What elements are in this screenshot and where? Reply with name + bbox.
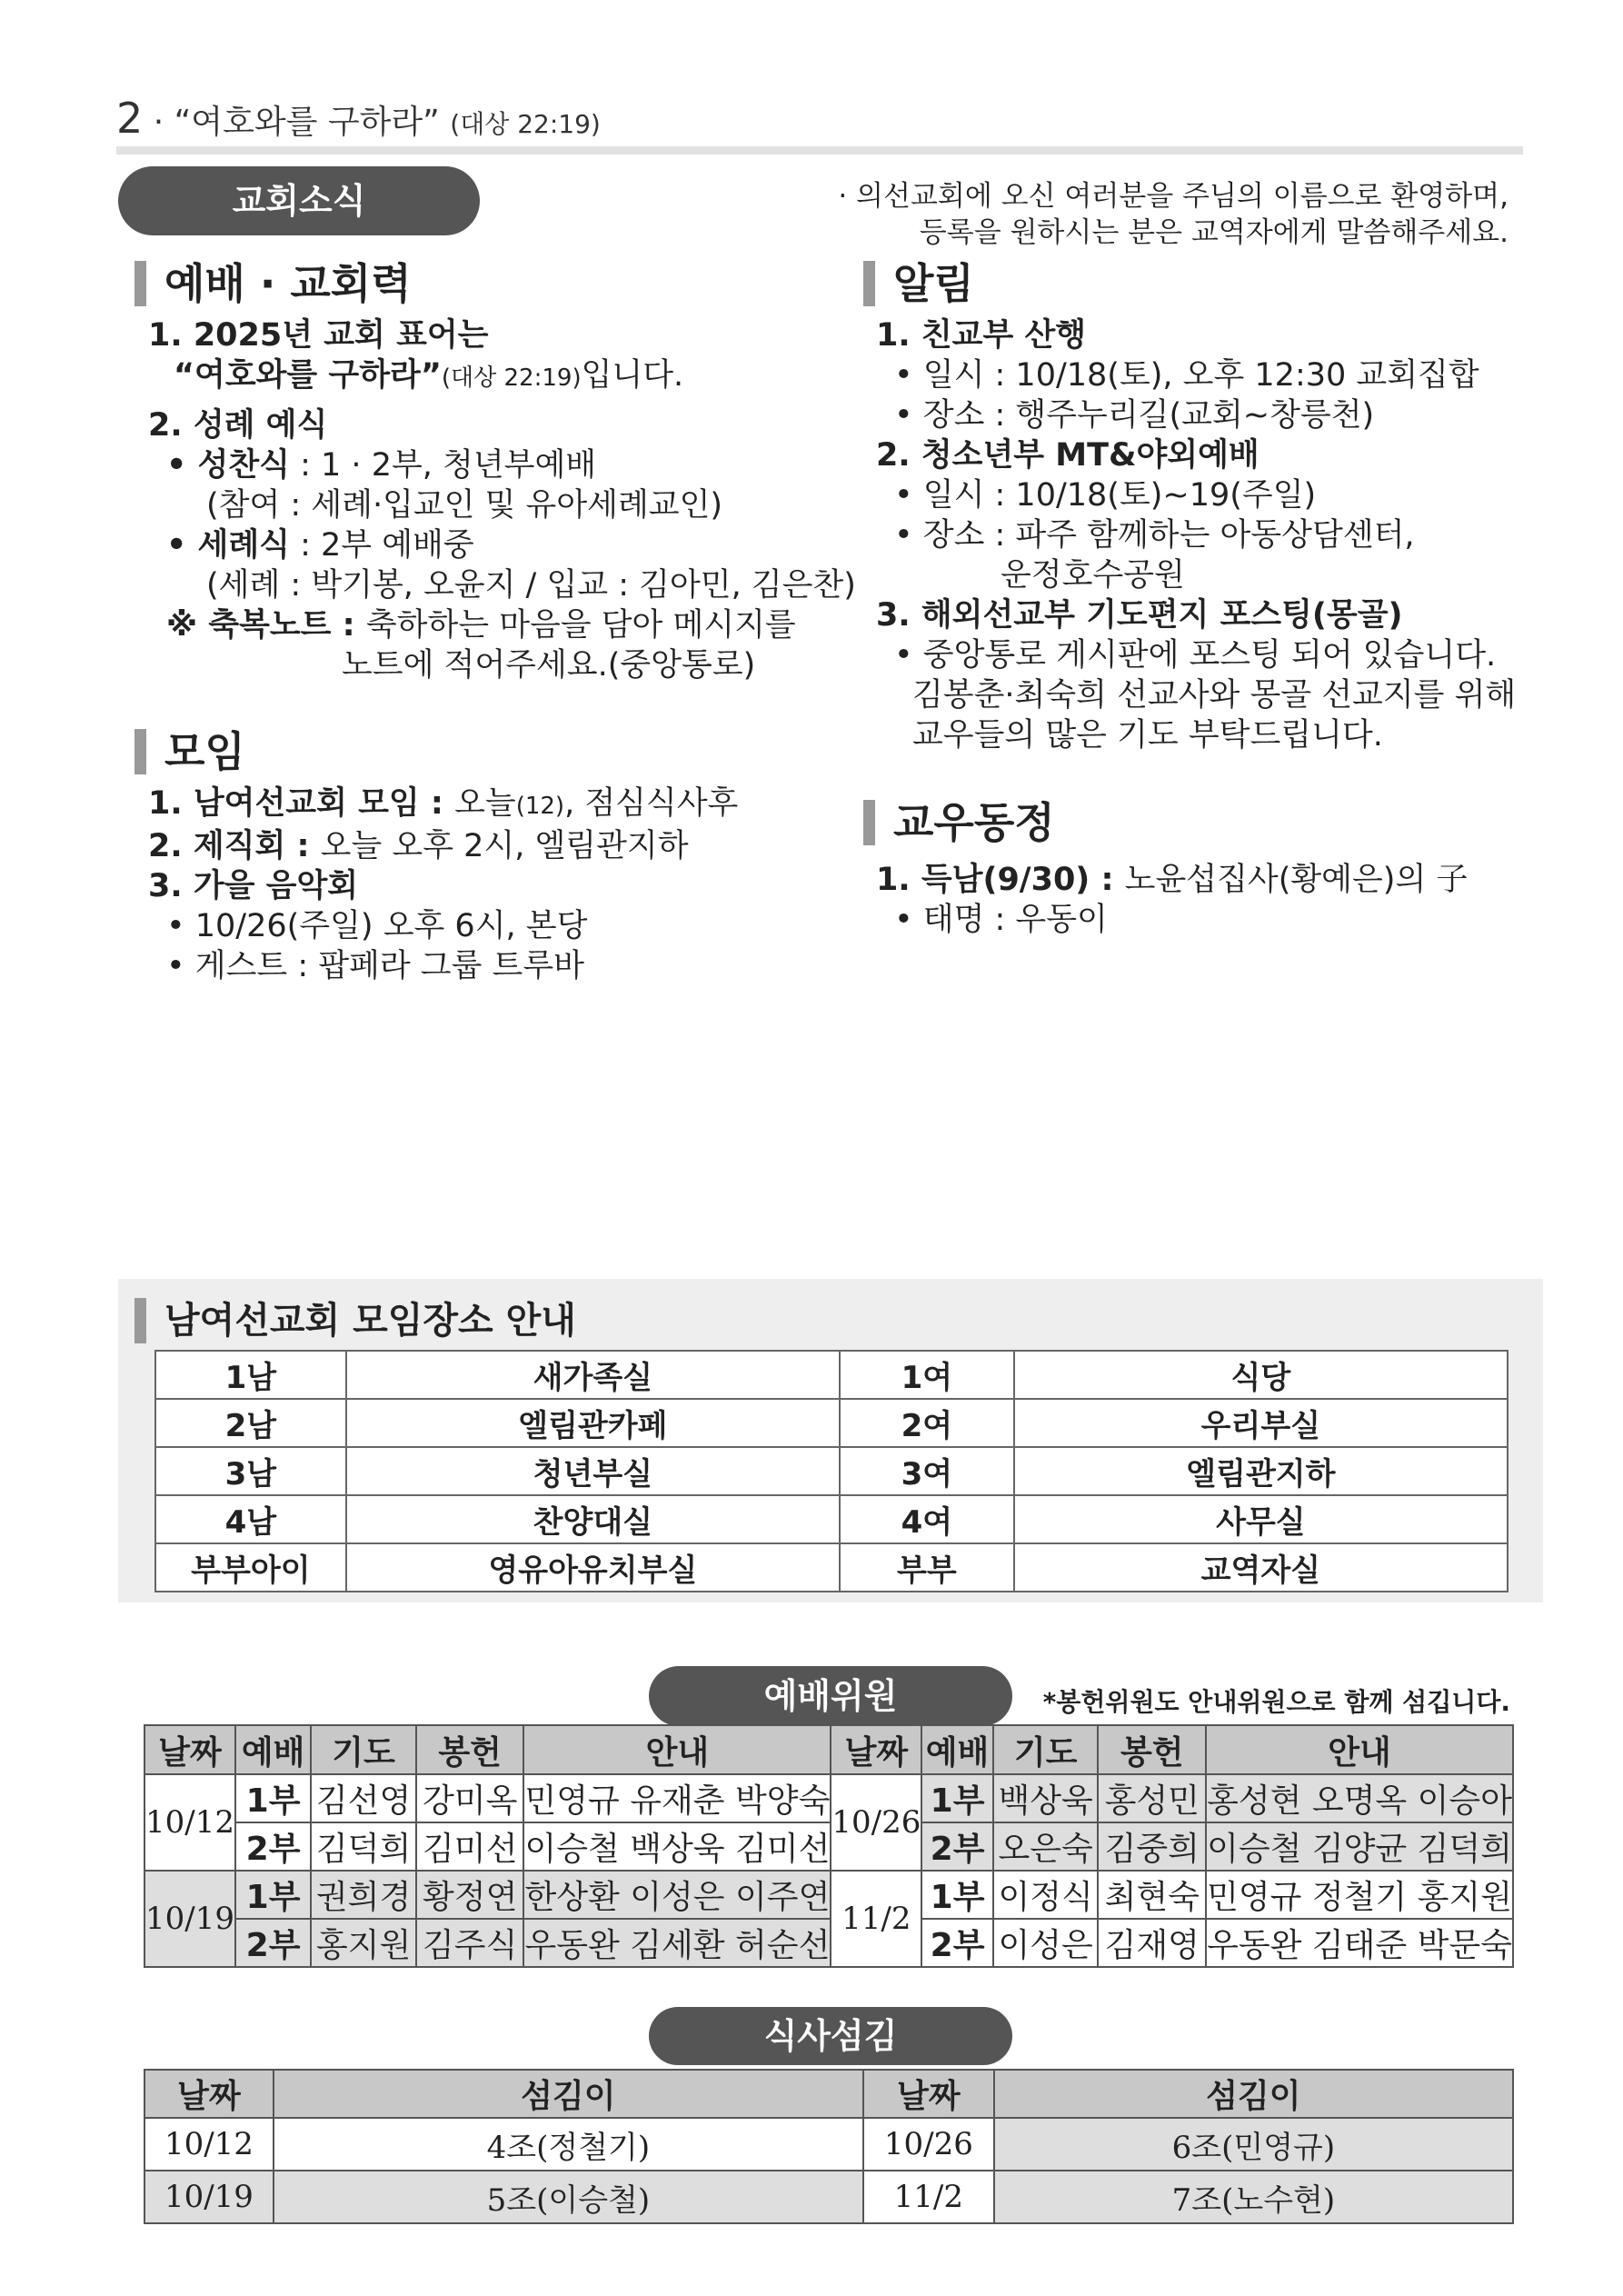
- baptism-label: • 세례식: [166, 527, 290, 564]
- notice-item-2: 2. 청소년부 MT&야외예배: [876, 437, 1260, 474]
- member-news-section: [876, 860, 1468, 940]
- welcome-line-1: · 의선교회에 오신 여러분을 주님의 이름으로 환영하며,: [838, 180, 1508, 213]
- worship-date: 10/26: [831, 1774, 921, 1871]
- service-slot: 2부: [921, 1919, 992, 1967]
- location-male-room: 새가족실: [346, 1351, 840, 1399]
- usher-members: 우동완 김세환 허순선: [523, 1919, 831, 1967]
- meeting-item-3: 3. 가을 음악회: [148, 868, 359, 904]
- service-slot: 2부: [235, 1919, 311, 1967]
- section-title-worship: 예배 · 교회력: [134, 261, 412, 306]
- location-female-group: 2여: [840, 1399, 1014, 1447]
- location-female-room: 우리부실: [1014, 1399, 1508, 1447]
- meal-team: 4조(정철기): [274, 2118, 863, 2171]
- column-header: 날짜: [863, 2070, 994, 2118]
- location-female-group: 부부: [840, 1543, 1014, 1592]
- offering-member: 황정연: [416, 1871, 524, 1919]
- meeting-item-1: [148, 784, 738, 826]
- column-header: 안내: [523, 1725, 831, 1774]
- location-female-room: 엘림관지하: [1014, 1447, 1508, 1495]
- welcome-note: [838, 178, 1508, 251]
- page-number: 2: [116, 94, 144, 143]
- column-header: 날짜: [831, 1725, 921, 1774]
- worship-item-1: 1. 2025년 교회 표어는: [148, 317, 489, 354]
- worship-staff-note: *봉헌위원도 안내위원으로 함께 섬깁니다.: [1042, 1687, 1510, 1717]
- meal-row: [144, 2118, 1513, 2171]
- column-header: 날짜: [144, 1725, 235, 1774]
- notice-1-bullet-2: • 장소 : 행주누리길(교회~창릉천): [894, 397, 1375, 434]
- meal-team: 5조(이승철): [274, 2171, 863, 2223]
- header-separator: ·: [153, 104, 164, 141]
- offering-member: 김중희: [1098, 1822, 1206, 1871]
- location-female-group: 4여: [840, 1495, 1014, 1543]
- location-row: [155, 1495, 1508, 1543]
- page-header: [116, 94, 601, 143]
- meal-date: 10/19: [144, 2171, 274, 2223]
- column-header: 기도: [993, 1725, 1099, 1774]
- notice-3-bullet-1-cont: 김봉춘·최숙희 선교사와 몽골 선교지를 위해: [912, 677, 1517, 714]
- blessing-note-sub: 노트에 적어주세요.(중앙통로): [342, 647, 756, 684]
- usher-members: 민영규 정철기 홍지원: [1206, 1871, 1513, 1919]
- prayer-leader: 백상욱: [993, 1774, 1099, 1822]
- location-row: [155, 1399, 1508, 1447]
- blessing-note-label: ※ 축복노트 :: [166, 607, 366, 644]
- location-row: [155, 1351, 1508, 1399]
- offering-member: 김재영: [1098, 1919, 1206, 1967]
- blessing-note-line: [148, 605, 856, 645]
- location-male-group: 부부아이: [155, 1543, 346, 1592]
- notice-item-3: 3. 해외선교부 기도편지 포스팅(몽골): [876, 597, 1403, 634]
- column-header: 안내: [1206, 1725, 1513, 1774]
- location-male-room: 영유아유치부실: [346, 1543, 840, 1592]
- meeting-item-1-small: (12): [515, 793, 565, 820]
- offering-member: 강미옥: [416, 1774, 524, 1822]
- header-rule: [116, 146, 1523, 155]
- section-title-notice: 알림: [863, 261, 974, 306]
- motto-ref: (대상 22:19): [441, 364, 582, 392]
- location-female-group: 3여: [840, 1447, 1014, 1495]
- notice-2-bullet-2: • 장소 : 파주 함께하는 아동상담센터,: [894, 517, 1415, 554]
- member-news-item-1-text: 노윤섭집사(황예은)의 子: [1124, 862, 1469, 898]
- prayer-leader: 권희경: [311, 1871, 416, 1919]
- section-title-locations: 남여선교회 모임장소 안내: [134, 1298, 576, 1343]
- meeting-item-1-text: 오늘: [454, 785, 516, 822]
- communion-label: • 성찬식: [166, 447, 290, 484]
- section-title-member-news: 교우동정: [863, 800, 1055, 845]
- prayer-leader: 김덕희: [311, 1822, 416, 1871]
- worship-item-2: 2. 성례 예식: [148, 407, 328, 444]
- meeting-item-2: [148, 826, 738, 866]
- worship-date: 10/19: [144, 1871, 235, 1967]
- prayer-leader: 오은숙: [993, 1822, 1099, 1871]
- meeting-item-1-label: 1. 남여선교회 모임 :: [148, 785, 455, 822]
- location-row: [155, 1543, 1508, 1592]
- welcome-line-2: 등록을 원하시는 분은 교역자에게 말씀해주세요.: [919, 216, 1508, 249]
- location-male-group: 2남: [155, 1399, 346, 1447]
- notice-2-bullet-2-cont: 운정호수공원: [1001, 557, 1185, 594]
- meal-date: 10/12: [144, 2118, 274, 2171]
- usher-members: 홍성현 오명옥 이승아: [1206, 1774, 1513, 1822]
- service-slot: 1부: [921, 1871, 992, 1919]
- worship-staff-row: [144, 1822, 1513, 1871]
- location-female-room: 사무실: [1014, 1495, 1508, 1543]
- offering-member: 김주식: [416, 1919, 524, 1967]
- meeting-item-1-end: , 점심식사후: [564, 785, 739, 822]
- usher-members: 한상환 이성은 이주연: [523, 1871, 831, 1919]
- location-male-room: 찬양대실: [346, 1495, 840, 1543]
- column-header: 봉헌: [1098, 1725, 1206, 1774]
- communion-sub: (참여 : 세례·입교인 및 유아세례교인): [206, 487, 723, 524]
- meal-row: [144, 2171, 1513, 2223]
- meal-service-table: [144, 2069, 1514, 2224]
- service-slot: 1부: [235, 1871, 311, 1919]
- locations-table: [154, 1350, 1508, 1592]
- motto-end: 입니다.: [581, 357, 684, 394]
- worship-staff-pill: 예배위원: [649, 1666, 1012, 1726]
- meeting-section: [148, 784, 738, 986]
- prayer-leader: 김선영: [311, 1774, 416, 1822]
- meal-service-pill: 식사섬김: [649, 2007, 1012, 2065]
- column-header: 날짜: [144, 2070, 274, 2118]
- notice-2-bullet-1: • 일시 : 10/18(토)~19(주일): [894, 477, 1317, 514]
- baptism-line: [148, 525, 856, 565]
- baptism-sub: (세례 : 박기봉, 오윤지 / 입교 : 김아민, 김은찬): [206, 567, 856, 604]
- notice-1-bullet-1: • 일시 : 10/18(토), 오후 12:30 교회집합: [894, 357, 1479, 394]
- usher-members: 우동완 김태준 박문숙: [1206, 1919, 1513, 1967]
- usher-members: 민영규 유재춘 박양숙: [523, 1774, 831, 1822]
- member-news-item-1-label: 1. 득남(9/30) :: [876, 862, 1125, 898]
- worship-motto-line: [148, 355, 856, 398]
- column-header: 기도: [311, 1725, 416, 1774]
- service-slot: 2부: [235, 1822, 311, 1871]
- meal-date: 11/2: [863, 2171, 994, 2223]
- location-male-room: 엘림관카페: [346, 1399, 840, 1447]
- prayer-leader: 이성은: [993, 1919, 1099, 1967]
- meal-team: 6조(민영규): [994, 2118, 1513, 2171]
- offering-member: 최현숙: [1098, 1871, 1206, 1919]
- worship-section: [148, 315, 856, 685]
- prayer-leader: 홍지원: [311, 1919, 416, 1967]
- location-male-group: 4남: [155, 1495, 346, 1543]
- worship-staff-row: [144, 1919, 1513, 1967]
- header-reference: (대상 22:19): [450, 109, 601, 139]
- location-row: [155, 1447, 1508, 1495]
- member-news-bullet-1: • 태명 : 우동이: [894, 902, 1108, 938]
- notice-section: [876, 315, 1516, 755]
- service-slot: 1부: [235, 1774, 311, 1822]
- location-male-room: 청년부실: [346, 1447, 840, 1495]
- meeting-item-2-label: 2. 제직회 :: [148, 828, 321, 864]
- offering-member: 홍성민: [1098, 1774, 1206, 1822]
- section-title-meeting: 모임: [134, 729, 245, 774]
- meal-team: 7조(노수현): [994, 2171, 1513, 2223]
- notice-3-bullet-1-cont2: 교우들의 많은 기도 부탁드립니다.: [912, 717, 1383, 754]
- service-slot: 1부: [921, 1774, 992, 1822]
- worship-staff-table: [144, 1724, 1514, 1968]
- column-header: 예배: [921, 1725, 992, 1774]
- usher-members: 이승철 백상욱 김미선: [523, 1822, 831, 1871]
- worship-staff-row: [144, 1774, 1513, 1822]
- location-male-group: 1남: [155, 1351, 346, 1399]
- notice-3-bullet-1: • 중앙통로 게시판에 포스팅 되어 있습니다.: [894, 637, 1497, 674]
- service-slot: 2부: [921, 1822, 992, 1871]
- prayer-leader: 이정식: [993, 1871, 1099, 1919]
- notice-item-1: 1. 친교부 산행: [876, 317, 1087, 354]
- member-news-item-1: [876, 860, 1468, 900]
- header-title: “여호와를 구하라”: [174, 104, 440, 141]
- baptism-text: : 2부 예배중: [290, 527, 474, 564]
- worship-date: 10/12: [144, 1774, 235, 1871]
- meal-date: 10/26: [863, 2118, 994, 2171]
- communion-line: [148, 445, 856, 485]
- worship-staff-row: [144, 1871, 1513, 1919]
- location-female-room: 교역자실: [1014, 1543, 1508, 1592]
- column-header: 봉헌: [416, 1725, 524, 1774]
- column-header: 섬김이: [274, 2070, 863, 2118]
- location-female-room: 식당: [1014, 1351, 1508, 1399]
- location-female-group: 1여: [840, 1351, 1014, 1399]
- offering-member: 김미선: [416, 1822, 524, 1871]
- concert-bullet-2: • 게스트 : 팝페라 그룹 트루바: [166, 948, 584, 984]
- column-header: 예배: [235, 1725, 311, 1774]
- communion-text: : 1 · 2부, 청년부예배: [290, 447, 597, 484]
- concert-bullet-1: • 10/26(주일) 오후 6시, 본당: [166, 908, 588, 944]
- meeting-item-2-text: 오늘 오후 2시, 엘림관지하: [320, 828, 689, 864]
- worship-date: 11/2: [831, 1871, 921, 1967]
- blessing-note-text: 축하하는 마음을 담아 메시지를: [365, 607, 796, 644]
- motto-text: “여호와를 구하라”: [174, 357, 442, 394]
- location-male-group: 3남: [155, 1447, 346, 1495]
- usher-members: 이승철 김양균 김덕희: [1206, 1822, 1513, 1871]
- column-header: 섬김이: [994, 2070, 1513, 2118]
- church-news-pill: 교회소식: [118, 166, 480, 235]
